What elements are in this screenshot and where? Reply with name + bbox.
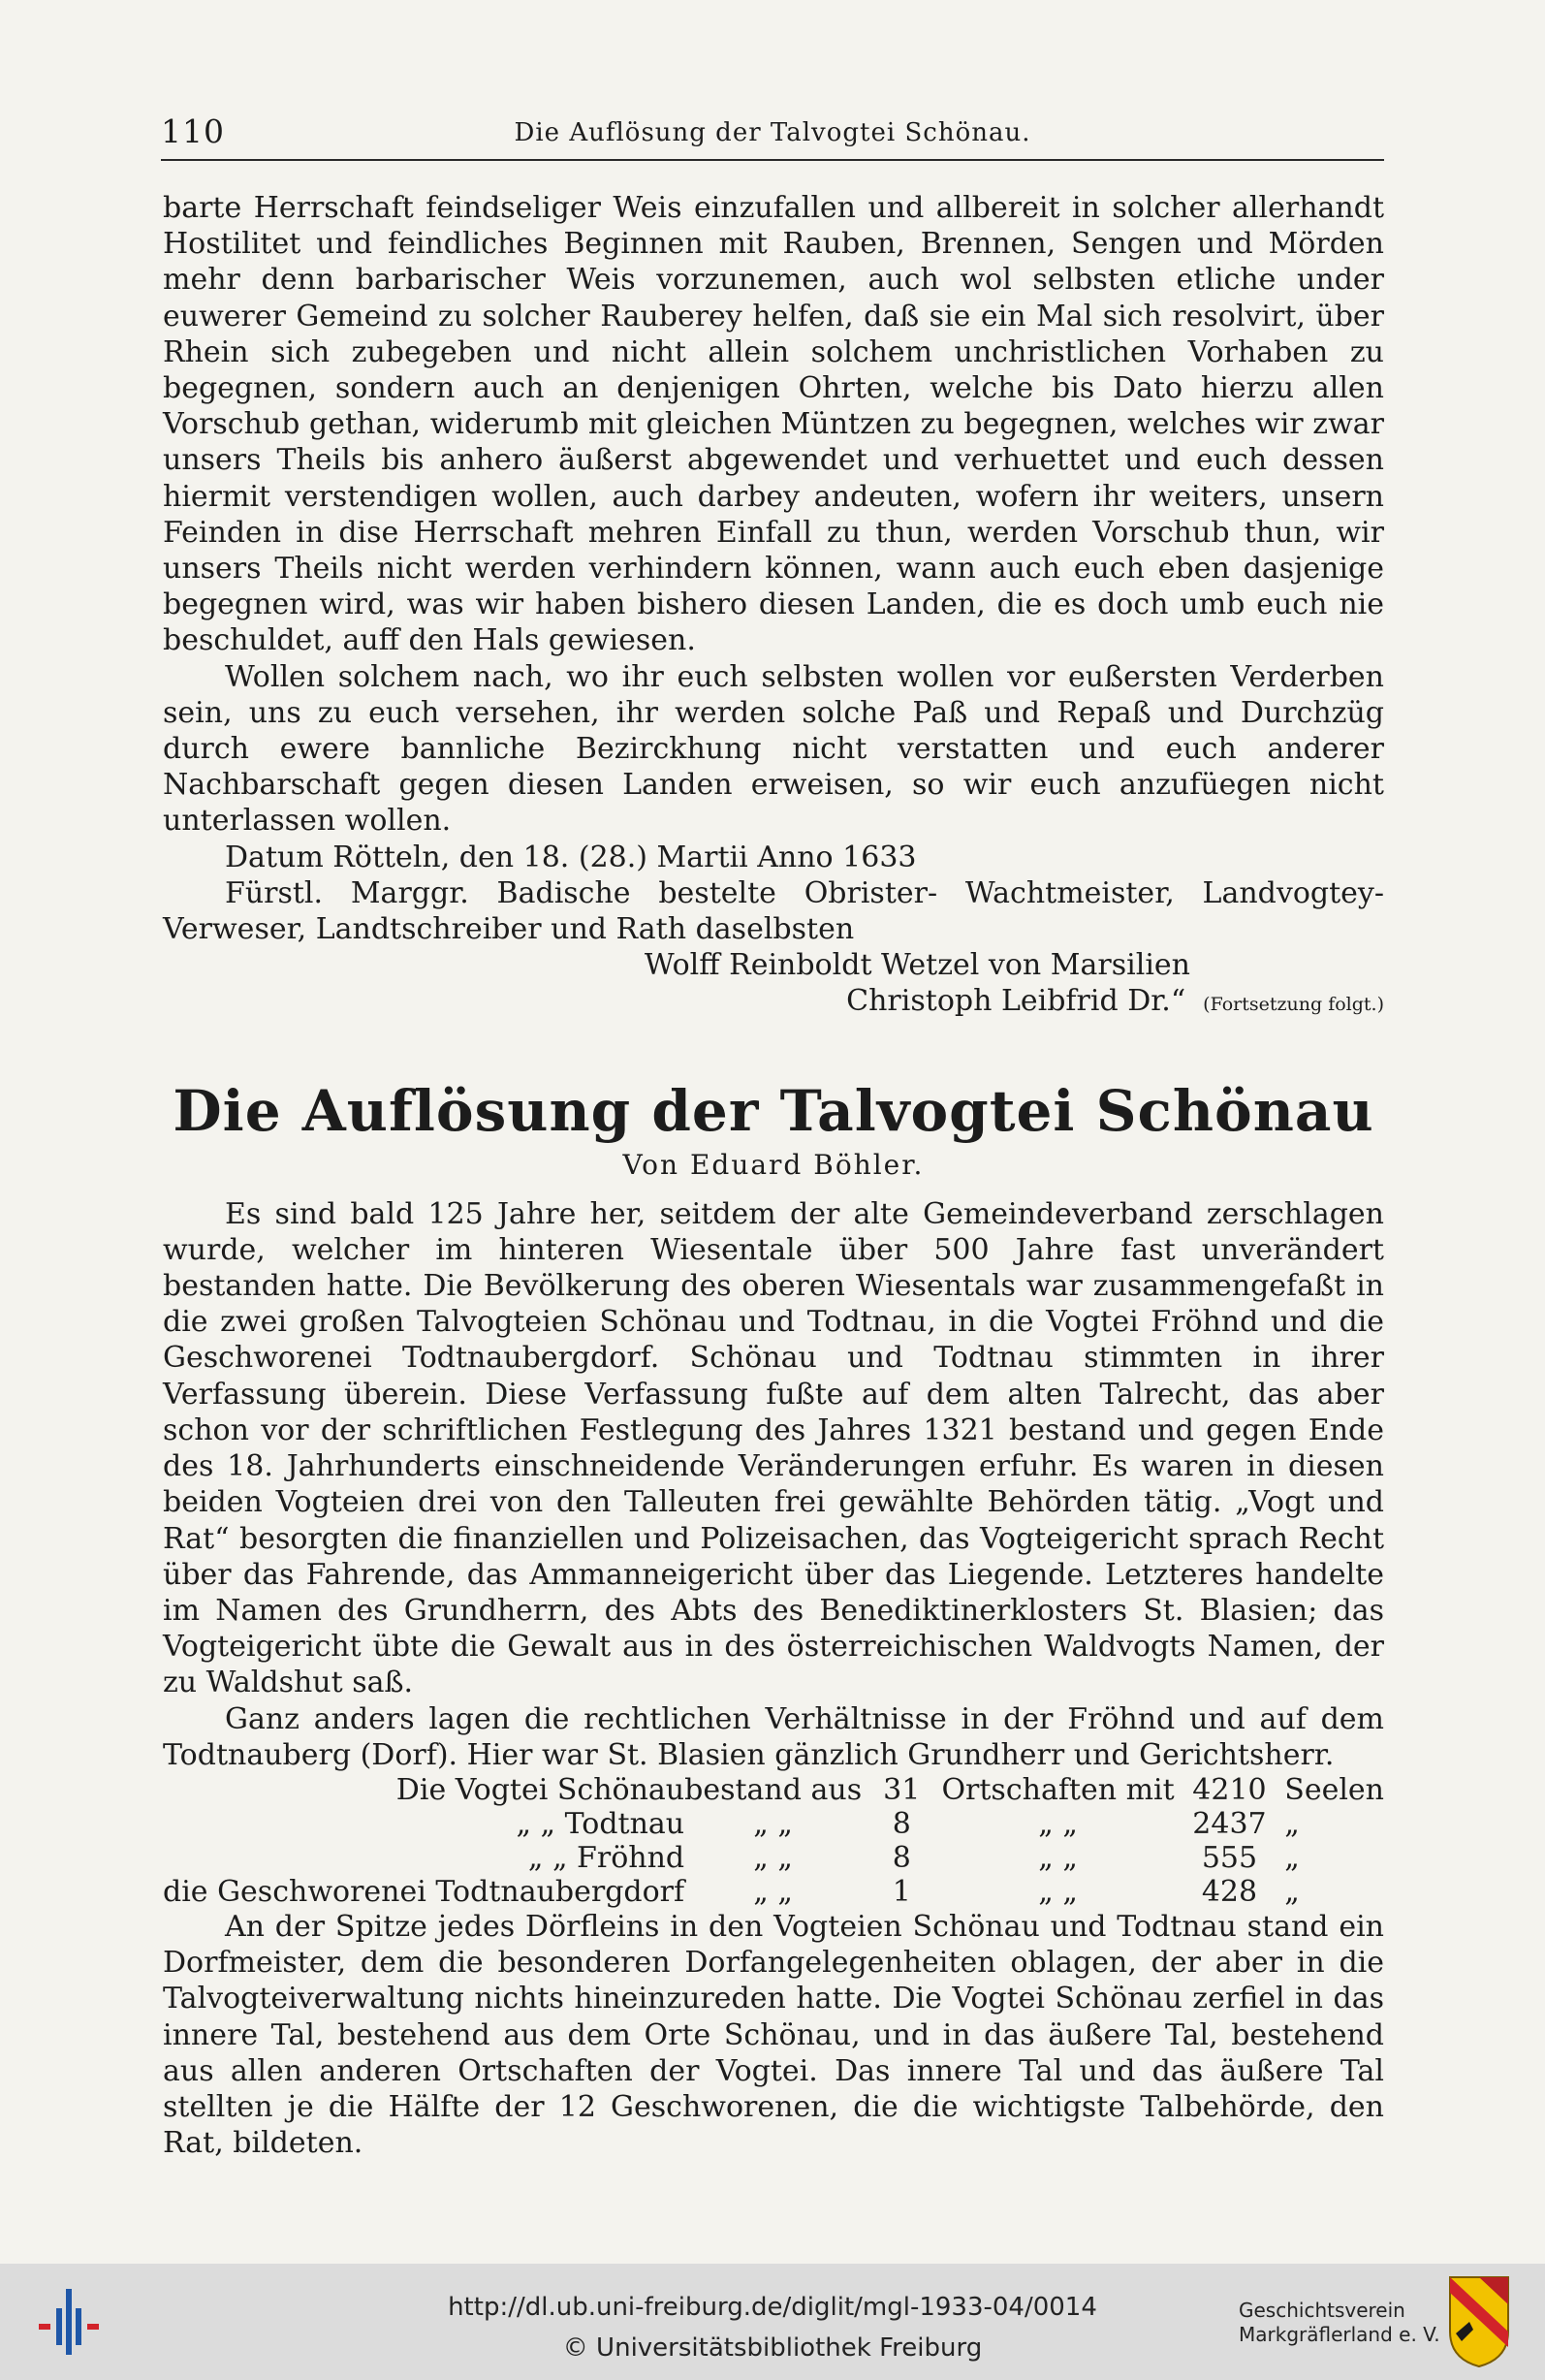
table-cell-souls: 2437 (1192, 1806, 1267, 1841)
article-paragraph: An der Spitze jedes Dörfleins in den Vogteien Schönau und Todtnau stand ein Dorfmeister, dem die besonderen Dorfangelegenheiten oblagen, der aber in die Talvogteiverwaltung nichts hineinzureden hatte. Die Vogtei Schönau zerfiel in das innere Tal, bestehend aus dem Orte Schönau, und in das äußere Tal, bestehend aus allen anderen Ortschaften der Vogtei. Das innere Tal und das äußere Tal stellten je die Hälfte der 12 Geschworenen, die die wichtigste Talbehörde, den Rat, bildeten. (163, 1909, 1384, 2161)
table-cell-name: „ „ Fröhnd (527, 1840, 685, 1875)
table-cell-name: die Geschworenei Todtnaubergdorf (163, 1874, 685, 1909)
table-cell-verb: „ „ (753, 1874, 793, 1909)
article-paragraph: Ganz anders lagen die rechtlichen Verhältnisse in der Fröhnd und auf dem Todtnauberg (Dorf). Hier war St. Blasien gänzlich Grundherr und Gerichtsherr. (163, 1701, 1384, 1772)
coat-of-arms-icon[interactable] (1448, 2275, 1510, 2368)
table-cell-localities: „ „ (1038, 1806, 1078, 1841)
table-cell-unit: Seelen (1284, 1772, 1384, 1807)
table-cell-name: Die Vogtei Schönau (395, 1772, 685, 1807)
table-cell-souls: 4210 (1192, 1772, 1267, 1807)
table-cell-unit: „ (1284, 1806, 1300, 1841)
table-row (163, 1841, 1384, 1875)
article-paragraph: Es sind bald 125 Jahre her, seitdem der alte Gemeindeverband zerschlagen wurde, welcher im hinteren Wiesentale über 500 Jahre fast unverändert bestanden hatte. Die Bevölkerung des oberen Wiesentals war zusammengefaßt in die zwei großen Talvogteien Schönau und Todtnau, in die Vogtei Fröhnd und die Geschworenei Todtnaubergdorf. Schönau und Todtnau stimmten in ihrer Verfassung überein. Diese Verfassung fußte auf dem alten Talrecht, das aber schon vor der schriftlichen Festlegung des Jahres 1321 bestand und gegen Ende des 18. Jahrhunderts einschneidende Veränderungen erfuhr. Es waren in diesen beiden Vogteien drei von den Talleuten frei gewählte Behörden tätig. „Vogt und Rat“ besorgten die finanziellen und Polizeisachen, das Vogteigericht sprach Recht über das Fahrende, das Ammanneigericht über das Liegende. Letzteres handelte im Namen des Grundherrn, des Abts des Benediktinerklosters St. Blasien; das Vogteigericht übte die Gewalt aus in des österreichischen Waldvogts Namen, der zu Waldshut saß. (163, 1196, 1384, 1700)
table-cell-places: 8 (892, 1806, 911, 1841)
table-cell-souls: 428 (1201, 1874, 1258, 1909)
letter-office-line: Fürstl. Marggr. Badische bestelte Obrister- Wachtmeister, Landvogtey-Verweser, Landtschreiber und Rath daselbsten (163, 875, 1384, 947)
table-row (163, 1807, 1384, 1841)
society-name-line: Markgräflerland e. V. (1239, 2323, 1440, 2346)
page-body (163, 190, 1384, 2161)
continuation-note: (Fortsetzung folgt.) (1203, 994, 1384, 1016)
table-cell-name: „ „ Todtnau (516, 1806, 685, 1841)
letter-signature (163, 947, 1384, 1023)
table-cell-verb: „ „ (753, 1806, 793, 1841)
running-head: Die Auflösung der Talvogtei Schönau. (514, 118, 1031, 147)
copyright-text: © Universitätsbibliothek Freiburg (562, 2333, 983, 2363)
table-row (163, 1773, 1384, 1807)
table-cell-verb: bestand aus (684, 1772, 863, 1807)
signatory-line (163, 983, 1384, 1023)
society-name-line: Geschichtsverein (1239, 2299, 1405, 2322)
table-cell-localities: „ „ (1038, 1874, 1078, 1909)
population-table (163, 1773, 1384, 1909)
table-cell-souls: 555 (1201, 1840, 1258, 1875)
article-title: Die Auflösung der Talvogtei Schönau (173, 1077, 1374, 1144)
table-cell-verb: „ „ (753, 1840, 793, 1875)
letter-paragraph: Wollen solchem nach, wo ihr euch selbsten wollen vor eußersten Verderben sein, uns zu euch versehen, ihr werden solche Paß und Repaß und Durchzüg durch ewere bannliche Bezirckhung nicht verstatten und euch anderer Nachbarschaft gegen diesen Landen erweisen, so wir euch anzufüegen nicht unterlassen wollen. (163, 659, 1384, 839)
letter-paragraph: barte Herrschaft feindseliger Weis einzufallen und allbereit in solcher allerhandt Hostilitet und feindliches Beginnen mit Rauben, Brennen, Sengen und Mörden mehr denn barbarischer Weis vorzunemen, auch wol selbsten etliche under euwerer Gemeind zu solcher Rauberey helfen, daß sie ein Mal sich resolvirt, über Rhein sich zubegeben und nicht allein solchem unchristlichen Vorhaben zu begegnen, sondern auch an denjenigen Ohrten, welche bis Dato hierzu allen Vorschub gethan, widerumb mit gleichen Müntzen zu begegnen, welches wir zwar unsers Theils bis anhero äußerst abgewendet und verhuettet und euch dessen hiermit verstendigen wollen, auch darbey andeuten, wofern ihr weiters, unsern Feinden in dise Herrschaft mehren Einfall zu thun, werden Vorschub thun, wir unsers Theils nicht werden verhindern können, wann auch euch eben dasjenige begegnen wird, was wir haben bishero diesen Landen, die es doch umb euch nie beschuldet, auff den Hals gewiesen. (163, 191, 1384, 658)
letter-date-line: Datum Rötteln, den 18. (28.) Martii Anno 1633 (225, 840, 917, 874)
document-url-link[interactable]: http://dl.ub.uni-freiburg.de/diglit/mgl-1933-04/0014 (448, 2293, 1097, 2322)
table-cell-unit: „ (1284, 1840, 1300, 1875)
table-cell-unit: „ (1284, 1874, 1300, 1909)
table-cell-places: 1 (892, 1874, 911, 1909)
viewer-footer (0, 2264, 1545, 2380)
table-cell-places: 31 (883, 1772, 921, 1807)
table-cell-places: 8 (892, 1840, 911, 1875)
article-byline: Von Eduard Böhler. (622, 1148, 925, 1181)
table-row (163, 1875, 1384, 1909)
signatory-name: Wolff Reinboldt Wetzel von Marsilien (644, 948, 1190, 983)
signatory-name: Christoph Leibfrid Dr.“ (846, 984, 1186, 1019)
table-cell-localities: „ „ (1038, 1840, 1078, 1875)
society-name (1239, 2299, 1440, 2347)
table-cell-localities: Ortschaften mit (941, 1772, 1175, 1807)
page-number: 110 (161, 112, 225, 150)
page-header (161, 109, 1384, 161)
